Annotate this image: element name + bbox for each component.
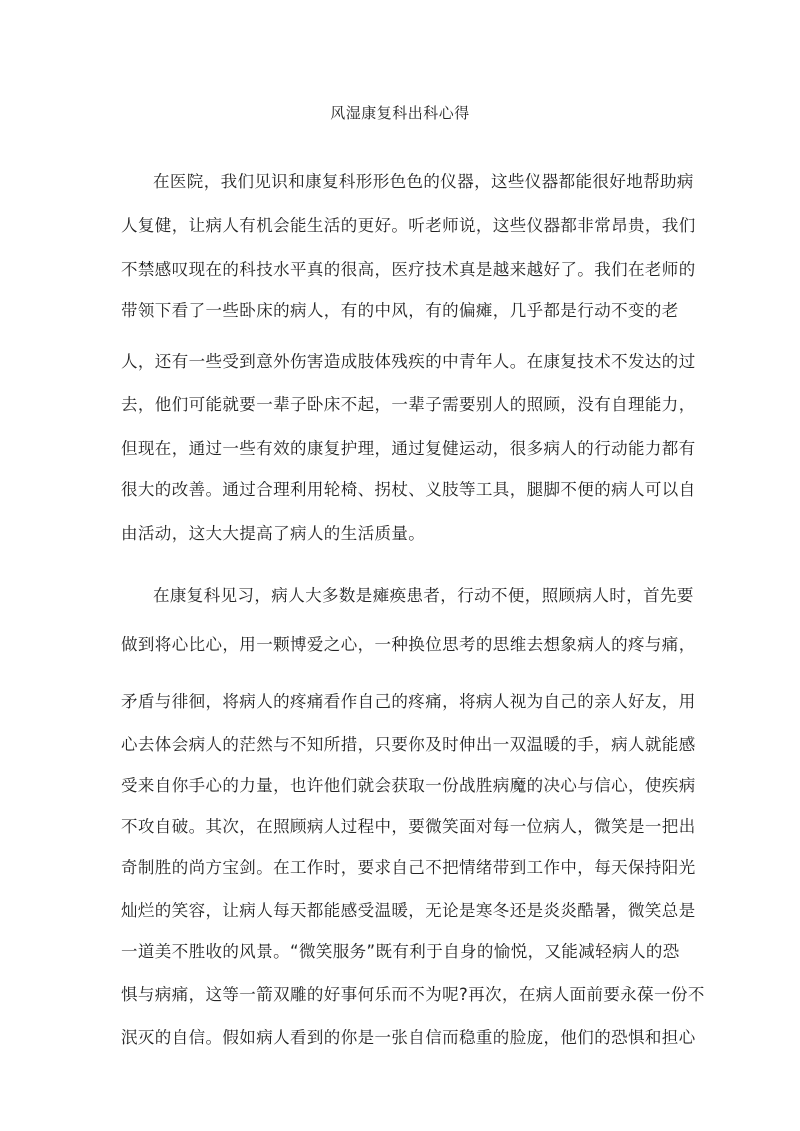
paragraph-1-line: 但现在，通过一些有效的康复护理，通过复健运动，很多病人的行动能力都有: [121, 439, 696, 458]
paragraph-1-line: 人，还有一些受到意外伤害造成肢体残疾的中青年人。在康复技术不发达的过: [121, 352, 696, 371]
paragraph-1-line: 去，他们可能就要一辈子卧床不起，一辈子需要别人的照顾，没有自理能力，: [121, 395, 696, 414]
paragraph-1-line: 带领下看了一些卧床的病人，有的中风，有的偏瘫，几乎都是行动不变的老: [121, 301, 679, 320]
paragraph-1-line: 在医院，我们见识和康复科形形色色的仪器，这些仪器都能很好地帮助病: [153, 172, 694, 191]
paragraph-2-line: 在康复科见习，病人大多数是瘫痪患者，行动不便，照顾病人时，首先要: [153, 586, 694, 605]
paragraph-2-line: 泯灭的自信。假如病人看到的你是一张自信而稳重的脸庞，他们的恐惧和担心: [121, 1028, 696, 1047]
paragraph-2-line: 奇制胜的尚方宝剑。在工作时，要求自己不把情绪带到工作中，每天保持阳光: [121, 858, 696, 877]
paragraph-2-line: 受来自你手心的力量，也许他们就会获取一份战胜病魔的决心与信心，使疾病: [121, 776, 696, 795]
paragraph-2-line: 不攻自破。其次，在照顾病人过程中，要微笑面对每一位病人，微笑是一把出: [121, 817, 696, 836]
paragraph-2-line: 一道美不胜收的风景。“微笑服务”既有利于自身的愉悦，又能减轻病人的恐: [121, 942, 680, 961]
paragraph-2-line: 心去体会病人的茫然与不知所措，只要你及时伸出一双温暖的手，病人就能感: [121, 735, 696, 754]
paragraph-1-line: 由活动，这大大提高了病人的生活质量。: [121, 524, 426, 543]
paragraph-2-line: 做到将心比心，用一颗博爱之心，一种换位思考的思维去想象病人的疼与痛，: [121, 635, 696, 654]
paragraph-2-line: 灿烂的笑容，让病人每天都能感受温暖，无论是寒冬还是炎炎酷暑，微笑总是: [121, 901, 696, 920]
paragraph-2-line: 惧与病痛，这等一箭双雕的好事何乐而不为呢?再次，在病人面前要永葆一份不: [121, 985, 705, 1004]
paragraph-2-line: 矛盾与徘徊，将病人的疼痛看作自己的疼痛，将病人视为自己的亲人好友，用: [121, 692, 696, 711]
paragraph-1-line: 很大的改善。通过合理利用轮椅、拐杖、义肢等工具，腿脚不便的病人可以自: [121, 480, 696, 499]
paragraph-1-line: 不禁感叹现在的科技水平真的很高，医疗技术真是越来越好了。我们在老师的: [121, 260, 696, 279]
document-title: 风湿康复科出科心得: [330, 104, 470, 122]
paragraph-1-line: 人复健，让病人有机会能生活的更好。听老师说，这些仪器都非常昂贵，我们: [121, 216, 696, 235]
